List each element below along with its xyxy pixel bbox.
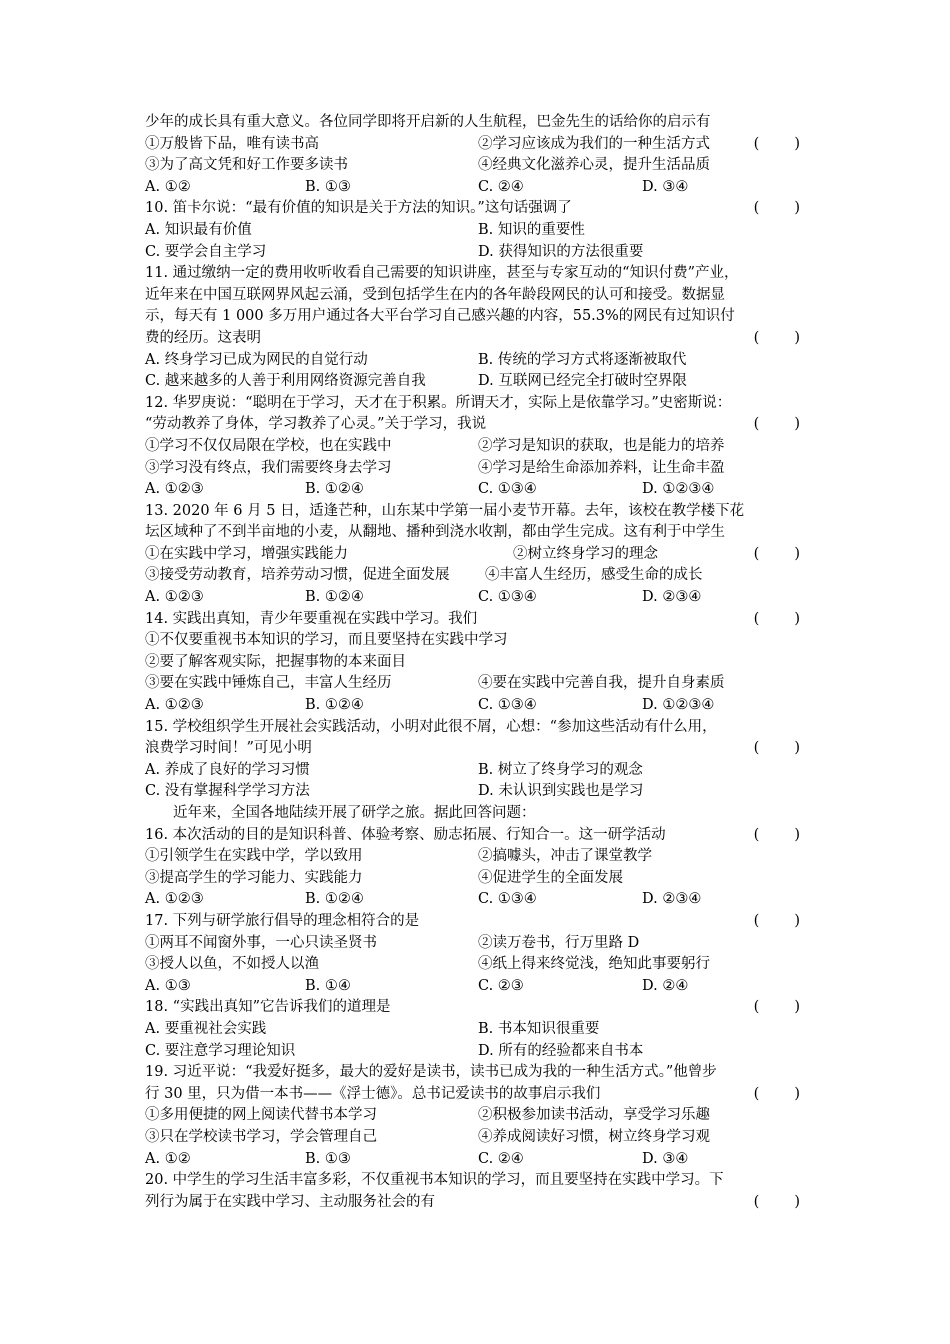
choice-b: B. ①③ <box>305 1150 351 1167</box>
choice-row <box>145 220 810 242</box>
answer-bracket: ( ) <box>753 610 802 627</box>
question-16 <box>145 825 810 847</box>
choice-b: B. ①②④ <box>305 891 364 908</box>
choice-b: B. 知识的重要性 <box>478 221 585 238</box>
text-line <box>145 522 810 544</box>
question-stem: 列行为属于在实践中学习、主动服务社会的有 <box>145 1193 435 1210</box>
option: ②读万卷书，行万里路 D <box>478 934 640 951</box>
question-stem: 13. 2020 年 6 月 5 日，适逢芒种，山东某中学第一届小麦节开幕。去年，该校在教学楼下花 <box>145 502 745 519</box>
choice-d: D. 所有的经验都来自书本 <box>478 1042 644 1059</box>
choice-row <box>145 781 810 803</box>
option-row <box>145 1127 810 1149</box>
question-13 <box>145 501 810 523</box>
option: ②树立终身学习的理念 <box>513 545 658 562</box>
choice-c: C. 要注意学习理论知识 <box>145 1042 296 1059</box>
choice-b: B. 书本知识很重要 <box>478 1020 600 1037</box>
choice-a: A. 终身学习已成为网民的自觉行动 <box>145 351 368 368</box>
text-line <box>145 285 810 307</box>
option-row <box>145 134 810 156</box>
question-stem: 15. 学校组织学生开展社会实践活动，小明对此很不屑，心想：“参加这些活动有什么用， <box>145 718 717 735</box>
choice-row <box>145 242 810 264</box>
option: ②要了解客观实际，把握事物的本来面目 <box>145 653 406 670</box>
choice-d: D. ①②③④ <box>642 697 715 714</box>
option: ③只在学校读书学习，学会管理自己 <box>145 1128 377 1145</box>
option-row <box>145 673 810 695</box>
choice-row <box>145 1041 810 1063</box>
question-18 <box>145 997 810 1019</box>
question-15 <box>145 717 810 739</box>
option-row <box>145 933 810 955</box>
question-stem: 17. 下列与研学旅行倡导的理念相符合的是 <box>145 912 420 929</box>
option-row <box>145 652 810 674</box>
question-stem: 11. 通过缴纳一定的费用收听收看自己需要的知识讲座，甚至与专家互动的“知识付费”产业， <box>145 265 739 282</box>
option-row <box>145 458 810 480</box>
choice-row <box>145 976 810 998</box>
choice-a: A. ①②③ <box>145 891 204 908</box>
option: ④促进学生的全面发展 <box>478 869 623 886</box>
answer-bracket: ( ) <box>753 826 802 843</box>
choice-row <box>145 479 810 501</box>
choice-a: A. ①②③ <box>145 697 204 714</box>
option: ③提高学生的学习能力、实践能力 <box>145 869 363 886</box>
question-12 <box>145 393 810 415</box>
choice-row <box>145 587 810 609</box>
option: ③接受劳动教育，培养劳动习惯，促进全面发展 <box>145 567 450 584</box>
choice-b: B. 树立了终身学习的观念 <box>478 761 643 778</box>
question-stem: 10. 笛卡尔说：“最有价值的知识是关于方法的知识。”这句话强调了 <box>145 200 572 217</box>
option: ④经典文化滋养心灵，提升生活品质 <box>478 157 710 174</box>
question-stem: 少年的成长具有重大意义。各位同学即将开启新的人生航程，巴金先生的话给你的启示有 <box>145 114 711 130</box>
choice-b: B. ①③ <box>305 178 351 195</box>
answer-bracket: ( ) <box>753 1085 802 1102</box>
choice-d: D. 获得知识的方法很重要 <box>478 243 644 260</box>
option: ①多用便捷的网上阅读代替书本学习 <box>145 1107 377 1124</box>
question-14 <box>145 609 810 631</box>
option-row <box>145 868 810 890</box>
option: ③学习没有终点，我们需要终身去学习 <box>145 459 392 476</box>
option-row <box>145 630 810 652</box>
choice-d: D. ③④ <box>642 1150 689 1167</box>
choice-c: C. ②③ <box>478 977 524 994</box>
passage <box>145 803 810 825</box>
choice-d: D. ③④ <box>642 178 689 195</box>
question-stem: “劳动教养了身体，学习教养了心灵。”关于学习，我说 <box>145 416 487 433</box>
question-stem: 20. 中学生的学习生活丰富多彩，不仅重视书本知识的学习，而且要坚持在实践中学习。下 <box>145 1172 724 1189</box>
choice-d: D. 互联网已经完全打破时空界限 <box>478 373 687 390</box>
option: ④要在实践中完善自我，提升自身素质 <box>478 675 725 692</box>
option: ④养成阅读好习惯，树立终身学习观 <box>478 1128 710 1145</box>
option-row <box>145 436 810 458</box>
text-line <box>145 328 810 350</box>
choice-d: D. ①②③④ <box>642 481 715 498</box>
question-stem: 19. 习近平说：“我爱好挺多，最大的爱好是读书，读书已成为我的一种生活方式。”他曾步 <box>145 1064 717 1081</box>
option: ①不仅要重视书本知识的学习，而且要坚持在实践中学习 <box>145 632 508 649</box>
option-row <box>145 565 810 587</box>
question-17 <box>145 911 810 933</box>
text-line <box>145 1084 810 1106</box>
choice-a: A. ①②③ <box>145 481 204 498</box>
text-line <box>145 112 810 134</box>
choice-a: A. ①② <box>145 178 191 195</box>
question-stem: 18. “实践出真知”它告诉我们的道理是 <box>145 999 391 1016</box>
choice-c: C. 没有掌握科学学习方法 <box>145 783 310 800</box>
choice-row <box>145 350 810 372</box>
choice-d: D. 未认识到实践也是学习 <box>478 783 644 800</box>
text-line <box>145 306 810 328</box>
answer-bracket: ( ) <box>753 740 802 757</box>
choice-a: A. ①②③ <box>145 589 204 606</box>
answer-bracket: ( ) <box>753 1193 802 1210</box>
option: ①学习不仅仅局限在学校，也在实践中 <box>145 437 392 454</box>
answer-bracket: ( ) <box>753 135 802 152</box>
option: ①两耳不闻窗外事，一心只读圣贤书 <box>145 934 377 951</box>
answer-bracket: ( ) <box>753 416 802 433</box>
choice-a: A. 养成了良好的学习习惯 <box>145 761 310 778</box>
choice-row <box>145 1019 810 1041</box>
question-19 <box>145 1062 810 1084</box>
choice-b: B. ①②④ <box>305 481 364 498</box>
choice-c: C. ②④ <box>478 178 524 195</box>
question-stem: 浪费学习时间！”可见小明 <box>145 740 312 757</box>
answer-bracket: ( ) <box>753 200 802 217</box>
option: ②学习是知识的获取，也是能力的培养 <box>478 437 725 454</box>
question-stem: 坛区域种了不到半亩地的小麦，从翻地、播种到浇水收割，都由学生完成。这有利于中学生 <box>145 524 725 541</box>
question-10 <box>145 198 810 220</box>
choice-c: C. ①③④ <box>478 891 537 908</box>
choice-b: B. ①②④ <box>305 589 364 606</box>
option: ④纸上得来终觉浅，绝知此事要躬行 <box>478 956 710 973</box>
exam-page <box>145 112 810 1213</box>
option: ②积极参加读书活动，享受学习乐趣 <box>478 1107 710 1124</box>
choice-c: C. ②④ <box>478 1150 524 1167</box>
choice-row <box>145 1149 810 1171</box>
choice-row <box>145 371 810 393</box>
question-stem: 行 30 里，只为借一本书——《浮士德》。总书记爱读书的故事启示我们 <box>145 1085 601 1102</box>
question-stem: 费的经历。这表明 <box>145 329 261 346</box>
text-line <box>145 1192 810 1214</box>
choice-row <box>145 695 810 717</box>
option-row <box>145 544 810 566</box>
option: ①在实践中学习，增强实践能力 <box>145 545 348 562</box>
choice-d: D. ②③④ <box>642 589 702 606</box>
passage-text: 近年来，全国各地陆续开展了研学之旅。据此回答问题： <box>173 805 536 821</box>
choice-c: C. 要学会自主学习 <box>145 243 267 260</box>
text-line <box>145 738 810 760</box>
option: ③为了高文凭和好工作要多读书 <box>145 157 348 174</box>
option-row <box>145 155 810 177</box>
choice-row <box>145 889 810 911</box>
option-row <box>145 1105 810 1127</box>
answer-bracket: ( ) <box>753 329 802 346</box>
option: ②搞噱头，冲击了课堂教学 <box>478 848 652 865</box>
option: ③要在实践中锤炼自己，丰富人生经历 <box>145 675 392 692</box>
answer-bracket: ( ) <box>753 999 802 1016</box>
choice-b: B. ①④ <box>305 977 351 994</box>
question-stem: 近年来在中国互联网界风起云涌，受到包括学生在内的各年龄段网民的认可和接受。数据显 <box>145 286 725 303</box>
choice-c: C. ①③④ <box>478 589 537 606</box>
question-stem: 14. 实践出真知，青少年要重视在实践中学习。我们 <box>145 610 478 627</box>
option-row <box>145 846 810 868</box>
question-20 <box>145 1170 810 1192</box>
option: ①引领学生在实践中学，学以致用 <box>145 848 363 865</box>
choice-row <box>145 177 810 199</box>
choice-d: D. ②④ <box>642 977 689 994</box>
answer-bracket: ( ) <box>753 545 802 562</box>
question-stem: 12. 华罗庚说：“聪明在于学习，天才在于积累。所谓天才，实际上是依靠学习。”史密斯说： <box>145 394 732 411</box>
option: ④丰富人生经历，感受生命的成长 <box>485 567 703 584</box>
option: ②学习应该成为我们的一种生活方式 <box>478 135 710 152</box>
question-stem: 示，每天有 1 000 多万用户通过各大平台学习自己感兴趣的内容，55.3%的网民有过知识付 <box>145 308 735 325</box>
answer-bracket: ( ) <box>753 912 802 929</box>
choice-a: A. ①② <box>145 1150 191 1167</box>
question-11 <box>145 263 810 285</box>
choice-c: C. 越来越多的人善于利用网络资源完善自我 <box>145 373 426 390</box>
choice-b: B. 传统的学习方式将逐渐被取代 <box>478 351 687 368</box>
option-row <box>145 954 810 976</box>
choice-c: C. ①③④ <box>478 697 537 714</box>
text-line <box>145 414 810 436</box>
choice-a: A. 要重视社会实践 <box>145 1020 267 1037</box>
option: ③授人以鱼，不如授人以渔 <box>145 956 319 973</box>
question-stem: 16. 本次活动的目的是知识科普、体验考察、励志拓展、行知合一。这一研学活动 <box>145 826 666 843</box>
option: ①万般皆下品，唯有读书高 <box>145 135 319 152</box>
choice-b: B. ①②④ <box>305 697 364 714</box>
choice-a: A. 知识最有价值 <box>145 221 252 238</box>
option: ④学习是给生命添加养料，让生命丰盈 <box>478 459 725 476</box>
choice-a: A. ①③ <box>145 977 191 994</box>
choice-c: C. ①③④ <box>478 481 537 498</box>
choice-d: D. ②③④ <box>642 891 702 908</box>
